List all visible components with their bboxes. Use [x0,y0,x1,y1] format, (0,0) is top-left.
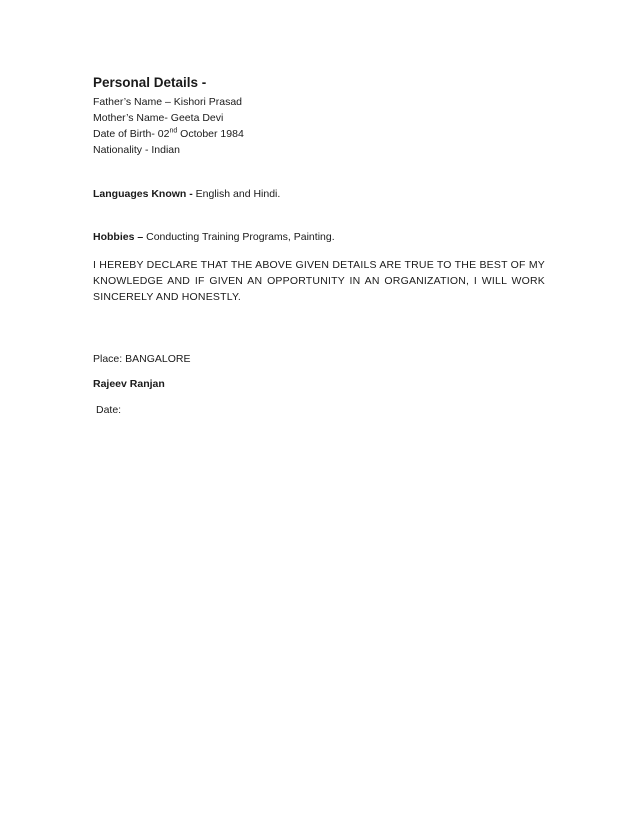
date-line: Date: [96,404,122,416]
declaration-paragraph: I HEREBY DECLARE THAT THE ABOVE GIVEN DETAILS ARE TRUE TO THE BEST OF MY KNOWLEDGE AND IF GIVEN AN OPPORTUNITY IN AN ORGANIZATION, I WILL WORK SINCERELY AND HONESTLY. [93,259,545,303]
languages-value: English and Hindi. [192,188,281,200]
dob-suffix: October 1984 [177,128,244,140]
document-content [93,74,545,418]
place-line: Place: BANGALORE [93,353,191,365]
dob-prefix: Date of Birth- 02 [93,128,170,140]
dob-ordinal-superscript: nd [169,127,178,135]
languages-label: Languages Known - [93,188,193,200]
signatory-name: Rajeev Ranjan [93,378,165,390]
nationality-line: Nationality - Indian [93,144,180,156]
hobbies-line [93,229,545,245]
languages-line [93,186,545,202]
hobbies-label: Hobbies – [93,231,144,243]
mother-name-line: Mother’s Name- Geeta Devi [93,112,224,124]
personal-details-heading: Personal Details - [93,75,207,90]
father-name-line: Father’s Name – Kishori Prasad [93,96,243,108]
date-of-birth-line [93,126,545,142]
hobbies-value: Conducting Training Programs, Painting. [143,231,335,243]
